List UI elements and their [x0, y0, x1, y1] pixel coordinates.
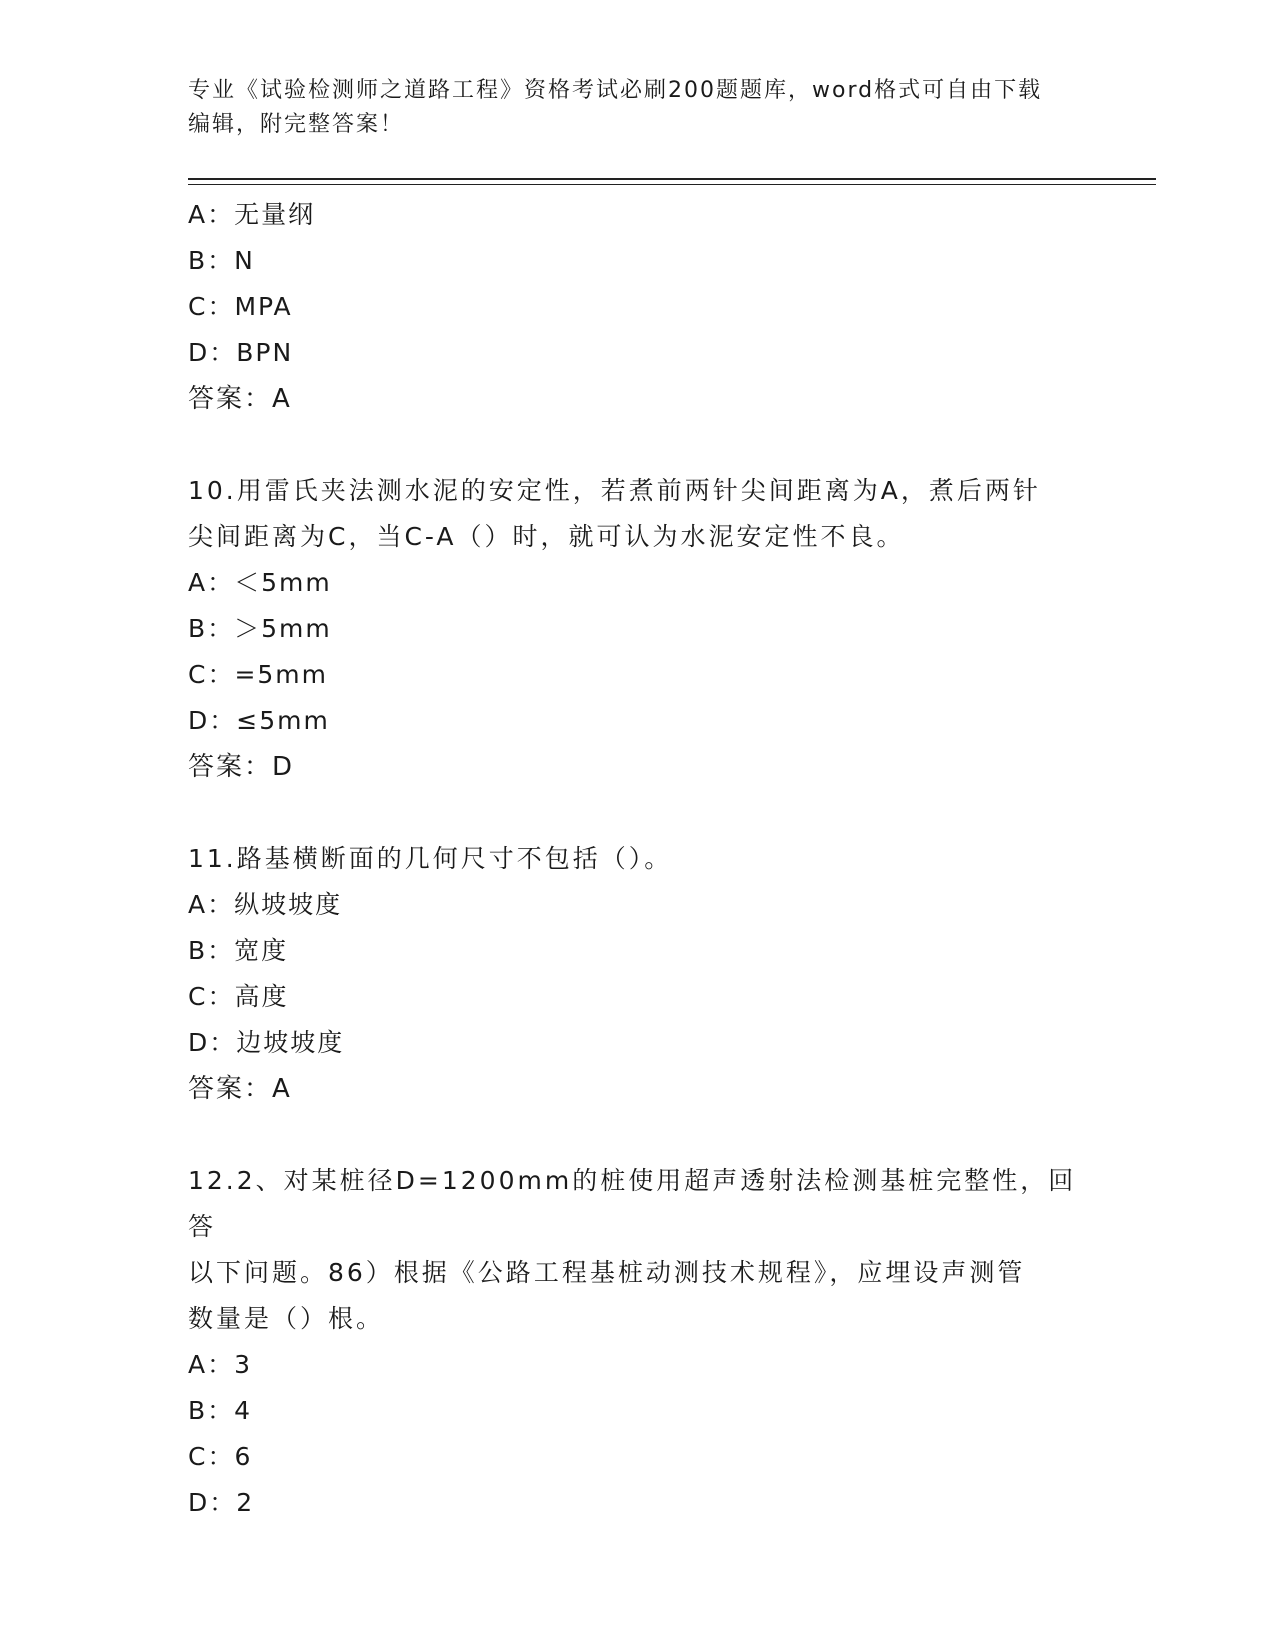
question-9 — [188, 192, 1088, 422]
question-text-line3: 数量是（）根。 — [188, 1304, 385, 1333]
option-c: C：6 — [188, 1442, 253, 1471]
question-text-line1: 11.路基横断面的几何尺寸不包括（）。 — [188, 844, 673, 873]
option-d: D：≤5mm — [188, 706, 330, 735]
document-header — [188, 74, 1088, 142]
option-b: B：＞5mm — [188, 614, 332, 643]
spacer — [188, 1112, 1088, 1158]
option-c: C：MPA — [188, 292, 293, 321]
option-b: B：宽度 — [188, 936, 289, 965]
option-c: C：高度 — [188, 982, 289, 1011]
header-title-line2: 编辑，附完整答案！ — [188, 112, 405, 137]
header-divider-thin — [188, 184, 1156, 185]
option-d: D：边坡坡度 — [188, 1028, 345, 1057]
option-a: A：＜5mm — [188, 568, 332, 597]
option-d: D：2 — [188, 1488, 255, 1517]
question-text-line1: 10.用雷氏夹法测水泥的安定性，若煮前两针尖间距离为A，煮后两针 — [188, 476, 1041, 505]
option-b: B：4 — [188, 1396, 253, 1425]
question-text-line2: 以下问题。86）根据《公路工程基桩动测技术规程》，应埋设声测管 — [188, 1258, 1026, 1287]
option-d: D：BPN — [188, 338, 294, 367]
answer-line: 答案：D — [188, 752, 295, 782]
spacer — [188, 422, 1088, 468]
option-a: A：无量纲 — [188, 200, 316, 229]
option-b: B：N — [188, 246, 255, 275]
question-10 — [188, 468, 1088, 790]
answer-line: 答案：A — [188, 1074, 292, 1104]
question-11 — [188, 836, 1088, 1112]
question-text-line2: 尖间距离为C，当C-A（）时，就可认为水泥安定性不良。 — [188, 522, 905, 551]
header-title-line1: 专业《试验检测师之道路工程》资格考试必刷200题题库，word格式可自由下载 — [188, 78, 1043, 103]
header-divider-thick — [188, 178, 1156, 180]
question-list — [188, 192, 1088, 1526]
question-12 — [188, 1158, 1088, 1526]
spacer — [188, 790, 1088, 836]
answer-line: 答案：A — [188, 384, 292, 414]
question-text-line1: 12.2、对某桩径D=1200mm的桩使用超声透射法检测基桩完整性，回答 — [188, 1166, 1077, 1241]
option-a: A：纵坡坡度 — [188, 890, 343, 919]
option-c: C：=5mm — [188, 660, 329, 689]
option-a: A：3 — [188, 1350, 253, 1379]
